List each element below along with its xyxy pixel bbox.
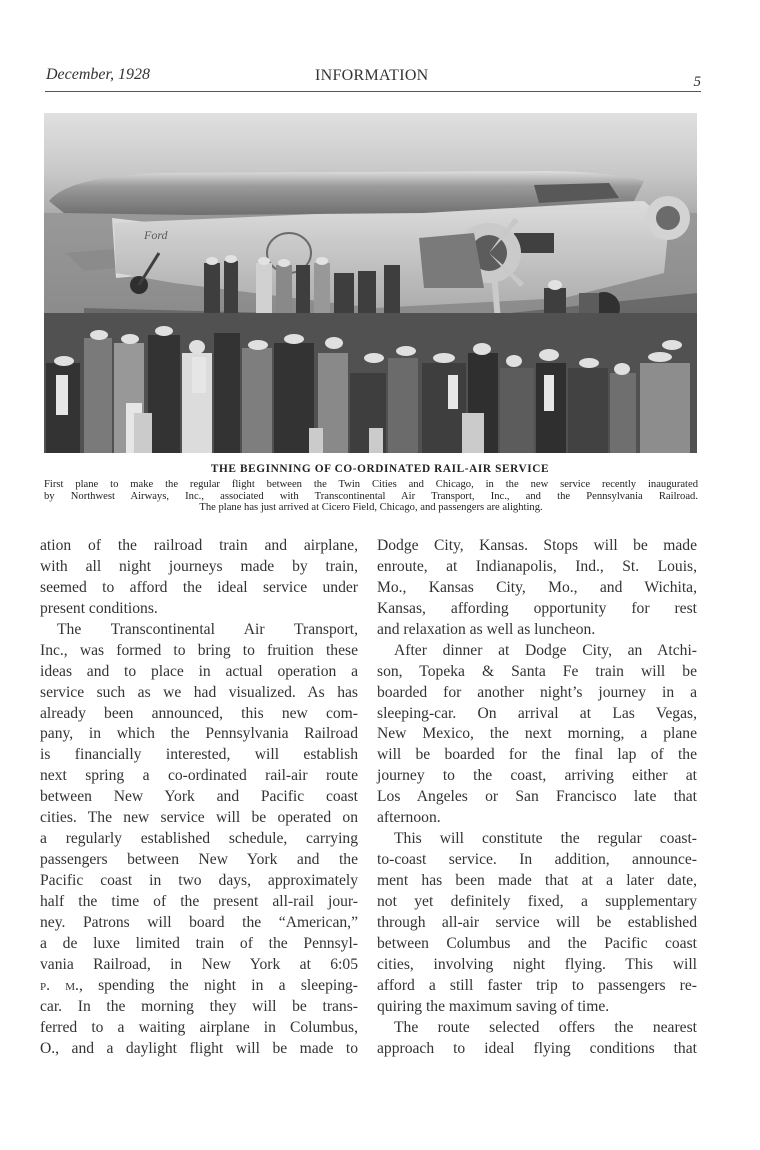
body-text-line: ferred to a waiting airplane in Columbus, (40, 1018, 358, 1036)
body-text-line: O., and a daylight flight will be made to (40, 1039, 358, 1057)
body-text-line: sleeping-car. On arrival at Las Vegas, (377, 704, 697, 722)
body-text-line: afford a still faster trip to passengers re- (377, 976, 697, 994)
body-text-line: Inc., was formed to bring to fruition these (40, 641, 358, 659)
body-text-line: ment has been made that at a later date, (377, 872, 697, 889)
body-text-line: Kansas, affording opportunity for rest (377, 599, 697, 617)
body-text-line: pany, in which the Pennsylvania Railroad (40, 725, 358, 743)
body-text-line: Mo., Kansas City, Mo., and Wichita, (377, 578, 697, 596)
body-text-line: service such as we had visualized. As has (40, 683, 358, 701)
body-text-line: between Columbus and the Pacific coast (377, 934, 697, 952)
photo-caption-title: THE BEGINNING OF CO-ORDINATED RAIL-AIR SERVICE (210, 463, 550, 475)
body-text-line: between New York and Pacific coast (40, 788, 358, 806)
time-abbreviation: p. m. (40, 976, 79, 994)
caption-line: by Northwest Airways, Inc., associated with Transcontinental Air Transport, Inc., and the Pennsylvania Railroad. (44, 490, 698, 502)
body-text-line: Pacific coast in two days, approximately (40, 872, 358, 889)
body-text-line: through all-air service will be established (377, 913, 697, 931)
body-text-line: This will constitute the regular coast- (394, 830, 697, 848)
left-column (40, 536, 358, 1059)
body-text-line: cities, involving night flying. This will (377, 955, 697, 973)
issue-date: December, 1928 (46, 66, 150, 83)
body-text-line: journey to the coast, arriving either at (377, 767, 697, 785)
right-column (377, 536, 697, 1059)
body-text-line: present conditions. (40, 599, 158, 617)
body-text-line: not yet definitely fixed, a supplementary (377, 892, 697, 910)
body-text-line: seemed to afford the ideal service under (40, 578, 358, 596)
body-text-line: already been announced, this new com- (40, 704, 358, 722)
body-text-line: and relaxation as well as luncheon. (377, 620, 596, 638)
body-text-line: son, Topeka & Santa Fe train will be (377, 662, 697, 680)
body-text-line: boarded for another night’s journey in a (377, 683, 697, 701)
body-text-line: ation of the railroad train and airplane, (40, 537, 358, 554)
page-number: 5 (693, 74, 701, 90)
body-text-line: to-coast service. In addition, announce- (377, 851, 697, 869)
body-text-line: After dinner at Dodge City, an Atchi- (394, 641, 697, 659)
svg-text:Ford: Ford (144, 228, 168, 242)
body-text-line: ney. Patrons will board the “American,” (40, 913, 358, 931)
photo-caption (44, 479, 698, 514)
caption-line: The plane has just arrived at Cicero Field, Chicago, and passengers are alighting. (199, 502, 543, 513)
body-text-line: passengers between New York and the (40, 851, 358, 869)
body-text-line: next spring a co-ordinated rail-air route (40, 767, 358, 785)
body-text-line: cities. The new service will be operated on (40, 809, 358, 827)
body-text-line: a regularly established schedule, carrying (40, 830, 358, 848)
body-text-line: will be boarded for the final lap of the (377, 746, 697, 764)
body-text-line: Los Angeles or San Francisco late that (377, 788, 697, 806)
body-text-line: approach to ideal flying conditions that (377, 1039, 697, 1057)
body-text-line: quiring the maximum saving of time. (377, 997, 610, 1015)
body-text-line: a de luxe limited train of the Pennsyl- (40, 934, 358, 952)
body-text-line: ideas and to place in actual operation a (40, 662, 358, 680)
body-text-line: is financially interested, will establish (40, 746, 358, 764)
body-text-line: The Transcontinental Air Transport, (57, 620, 358, 638)
body-text-line: car. In the morning they will be trans- (40, 997, 358, 1015)
body-text-line: New Mexico, the next morning, a plane (377, 725, 697, 743)
publication-title: INFORMATION (315, 67, 429, 84)
airplane-crowd-photo (44, 113, 697, 453)
body-text-line: Dodge City, Kansas. Stops will be made (377, 537, 697, 554)
body-text-line: afternoon. (377, 809, 441, 827)
running-header (45, 64, 701, 92)
body-text-line: half the time of the present all-rail jour- (40, 892, 358, 910)
body-text-line: p. m., spending the night in a sleeping- (40, 976, 358, 994)
body-text-line: The route selected offers the nearest (394, 1018, 697, 1036)
caption-line: First plane to make the regular flight between the Twin Cities and Chicago, in the new service recently inaugurated (44, 479, 698, 490)
body-text-line: vania Railroad, in New York at 6:05 (40, 955, 358, 973)
body-text-line: enroute, at Indianapolis, Ind., St. Louis, (377, 557, 697, 575)
body-text-line: with all night journeys made by train, (40, 557, 358, 575)
